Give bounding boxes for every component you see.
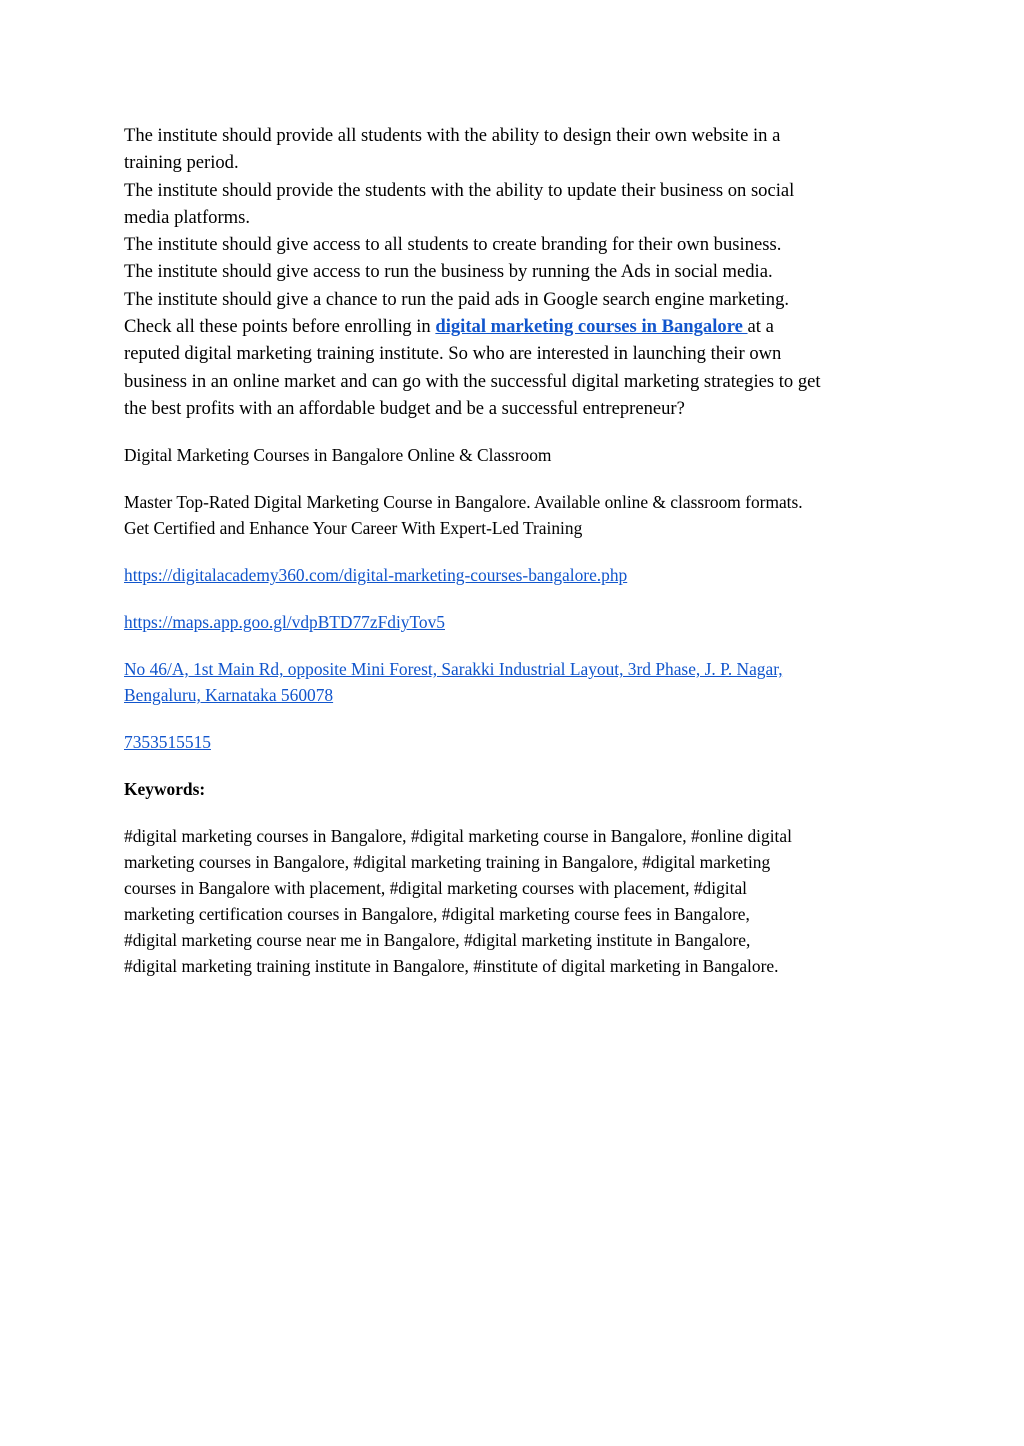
maps-link[interactable]: https://maps.app.goo.gl/vdpBTD77zFdiyTov5 <box>124 612 445 633</box>
intro-line: The institute should give a chance to run the paid ads in Google search engine marketing. <box>124 288 790 310</box>
phone-link-paragraph <box>124 729 914 755</box>
website-link[interactable]: https://digitalacademy360.com/digital-marketing-courses-bangalore.php <box>124 565 628 586</box>
keywords-line: #digital marketing courses in Bangalore, #digital marketing course in Bangalore, #online digital <box>124 826 792 847</box>
keywords-line: courses in Bangalore with placement, #digital marketing courses with placement, #digital <box>124 878 747 899</box>
digital-marketing-courses-link[interactable]: digital marketing courses in Bangalore <box>435 316 748 338</box>
course-title: Digital Marketing Courses in Bangalore Online & Classroom <box>124 445 552 466</box>
intro-line: business in an online market and can go with the successful digital marketing strategies to get <box>124 370 821 392</box>
intro-line-with-link <box>124 313 914 340</box>
intro-line: training period. <box>124 152 239 174</box>
intro-line: The institute should give access to all students to create branding for their own business. <box>124 234 782 256</box>
intro-line: media platforms. <box>124 206 250 228</box>
website-link-paragraph <box>124 562 914 588</box>
intro-line: the best profits with an affordable budget and be a successful entrepreneur? <box>124 397 685 419</box>
intro-text: Check all these points before enrolling in <box>124 316 436 338</box>
keywords-line: #digital marketing training institute in Bangalore, #institute of digital marketing in Bangalore. <box>124 956 779 977</box>
address-link-line[interactable]: Bengaluru, Karnataka 560078 <box>124 685 334 706</box>
keywords-heading: Keywords: <box>124 779 206 800</box>
course-description-line: Get Certified and Enhance Your Career With Expert-Led Training <box>124 518 583 539</box>
document-page <box>124 122 914 979</box>
intro-line: reputed digital marketing training institute. So who are interested in launching their own <box>124 343 782 365</box>
phone-link[interactable]: 7353515515 <box>124 732 211 753</box>
keywords-line: #digital marketing course near me in Bangalore, #digital marketing institute in Bangalore, <box>124 930 751 951</box>
maps-link-paragraph <box>124 609 914 635</box>
intro-line: The institute should provide all students with the ability to design their own website in a <box>124 125 781 146</box>
intro-line: The institute should provide the students with the ability to update their business on social <box>124 179 795 201</box>
address-link-line[interactable]: No 46/A, 1st Main Rd, opposite Mini Forest, Sarakki Industrial Layout, 3rd Phase, J. P. Nagar, <box>124 659 783 680</box>
intro-line: The institute should give access to run the business by running the Ads in social media. <box>124 261 773 283</box>
course-description <box>124 489 914 541</box>
intro-paragraph <box>124 122 914 422</box>
keywords-line: marketing courses in Bangalore, #digital marketing training in Bangalore, #digital marketing <box>124 852 771 873</box>
keywords-line: marketing certification courses in Bangalore, #digital marketing course fees in Bangalore, <box>124 904 750 925</box>
intro-text: at a <box>747 316 774 338</box>
course-description-line: Master Top-Rated Digital Marketing Course in Bangalore. Available online & classroom formats. <box>124 492 803 513</box>
keywords-paragraph <box>124 823 914 979</box>
address-link-paragraph <box>124 656 914 708</box>
